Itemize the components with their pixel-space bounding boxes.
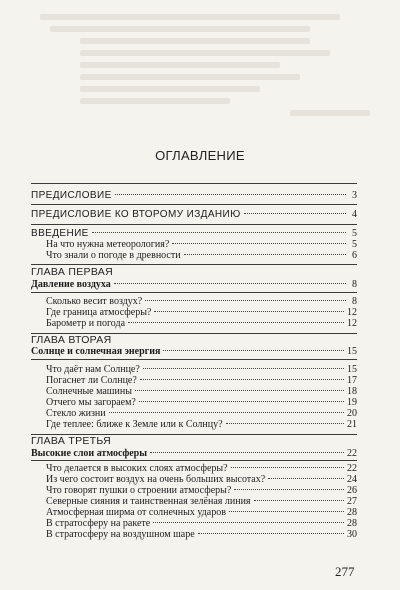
toc-entry-page: 18 xyxy=(347,386,357,397)
leader-dots xyxy=(198,533,344,534)
toc-entry-title: ВВЕДЕНИЕ xyxy=(31,228,89,239)
chapter-heading: ГЛАВА ТРЕТЬЯ xyxy=(31,435,112,447)
toc-entry-title: Где граница атмосферы? xyxy=(46,307,152,318)
toc-entry-title: Высокие слои атмосферы xyxy=(31,448,148,459)
toc-entry-title: Северные сияния и таинственная зелёная линия xyxy=(46,496,251,507)
leader-dots xyxy=(268,478,344,479)
toc-entry-title: Что даёт нам Солнце? xyxy=(46,364,140,375)
toc-entry-page: 8 xyxy=(352,279,357,290)
toc-entry-page: 30 xyxy=(347,529,357,540)
toc-entry-page: 22 xyxy=(347,448,357,459)
toc-entry-page: 12 xyxy=(347,318,357,329)
toc-entry-title: Солнце и солнечная энергия xyxy=(31,346,161,357)
toc-entry-page: 19 xyxy=(347,397,357,408)
leader-dots xyxy=(114,283,346,284)
divider xyxy=(31,359,357,360)
divider xyxy=(31,292,357,293)
toc-entry xyxy=(31,190,357,202)
leader-dots xyxy=(231,467,344,468)
toc-entry-title: ПРЕДИСЛОВИЕ КО ВТОРОМУ ИЗДАНИЮ xyxy=(31,209,241,220)
toc-entry-title: ПРЕДИСЛОВИЕ xyxy=(31,190,112,201)
leader-dots xyxy=(172,243,346,244)
toc-entry-title: Сколько весит воздух? xyxy=(46,296,143,307)
leader-dots xyxy=(143,368,344,369)
page-number: 277 xyxy=(335,564,355,579)
toc-entry-page: 28 xyxy=(347,507,357,518)
toc-entry-page: 22 xyxy=(347,463,357,474)
toc-entry-title: Атмосферная ширма от солнечных ударов xyxy=(46,507,226,518)
leader-dots xyxy=(184,254,346,255)
toc-entry-page: 28 xyxy=(347,518,357,529)
leader-dots xyxy=(163,350,344,351)
toc-entry-title: В стратосферу на воздушном шаре xyxy=(46,529,195,540)
page-title: ОГЛАВЛЕНИЕ xyxy=(155,148,245,163)
leader-dots xyxy=(92,232,346,233)
chapter-heading: ГЛАВА ПЕРВАЯ xyxy=(31,266,113,278)
divider xyxy=(31,204,357,205)
toc-entry-page: 5 xyxy=(352,239,357,250)
leader-dots xyxy=(154,311,344,312)
leader-dots xyxy=(229,511,344,512)
toc-entry-page: 27 xyxy=(347,496,357,507)
chapter-section xyxy=(31,448,357,460)
toc-entry-page: 24 xyxy=(347,474,357,485)
toc-entry-page: 5 xyxy=(352,228,357,239)
toc-entry-page: 20 xyxy=(347,408,357,419)
toc-entry-page: 15 xyxy=(347,346,357,357)
toc-entry-title: Погаснет ли Солнце? xyxy=(46,375,137,386)
toc-entry xyxy=(31,209,357,221)
toc-entry-page: 8 xyxy=(352,296,357,307)
toc-entry-title: В стратосферу на ракете xyxy=(46,518,151,529)
toc-entry-page: 12 xyxy=(347,307,357,318)
toc-entry-title: Из чего состоит воздух на очень больших высотах? xyxy=(46,474,266,485)
leader-dots xyxy=(234,489,344,490)
chapter-section xyxy=(31,346,357,358)
toc-entry-title: Что знали о погоде в древности xyxy=(46,250,181,261)
toc-entry-title: Что говорят пушки о строении атмосферы? xyxy=(46,485,232,496)
toc-entry-page: 21 xyxy=(347,419,357,430)
leader-dots xyxy=(153,522,344,523)
chapter-section xyxy=(31,279,357,291)
toc-entry-title: Отчего мы загораем? xyxy=(46,397,136,408)
toc-entry-page: 3 xyxy=(352,190,357,201)
leader-dots xyxy=(135,390,344,391)
toc-entry-title: На что нужна метеорология? xyxy=(46,239,170,250)
toc-entry-title: Что делается в высоких слоях атмосферы? xyxy=(46,463,228,474)
toc-entry-title: Солнечные машины xyxy=(46,386,132,397)
chapter-heading: ГЛАВА ВТОРАЯ xyxy=(31,334,112,346)
toc-entry-title: Стекло жизни xyxy=(46,408,106,419)
divider xyxy=(31,264,357,265)
leader-dots xyxy=(150,452,344,453)
leader-dots xyxy=(115,194,346,195)
leader-dots xyxy=(140,379,344,380)
leader-dots xyxy=(254,500,344,501)
toc-entry xyxy=(46,529,357,541)
divider xyxy=(31,224,357,225)
toc-entry xyxy=(46,250,357,262)
leader-dots xyxy=(244,213,346,214)
bleed-through-text xyxy=(40,14,370,119)
leader-dots xyxy=(139,401,344,402)
toc-entry-page: 6 xyxy=(352,250,357,261)
leader-dots xyxy=(226,423,344,424)
toc-entry-page: 17 xyxy=(347,375,357,386)
toc-entry-page: 15 xyxy=(347,364,357,375)
toc-entry xyxy=(46,318,357,330)
toc-entry-title: Где теплее: ближе к Земле или к Солнцу? xyxy=(46,419,223,430)
leader-dots xyxy=(128,322,344,323)
toc-entry-page: 4 xyxy=(352,209,357,220)
divider xyxy=(31,183,357,184)
leader-dots xyxy=(109,412,344,413)
toc-entry xyxy=(46,419,357,431)
divider xyxy=(31,460,357,461)
toc-entry-title: Давление воздуха xyxy=(31,279,111,290)
leader-dots xyxy=(145,300,346,301)
toc-entry-page: 26 xyxy=(347,485,357,496)
toc-entry-title: Барометр и погода xyxy=(46,318,126,329)
